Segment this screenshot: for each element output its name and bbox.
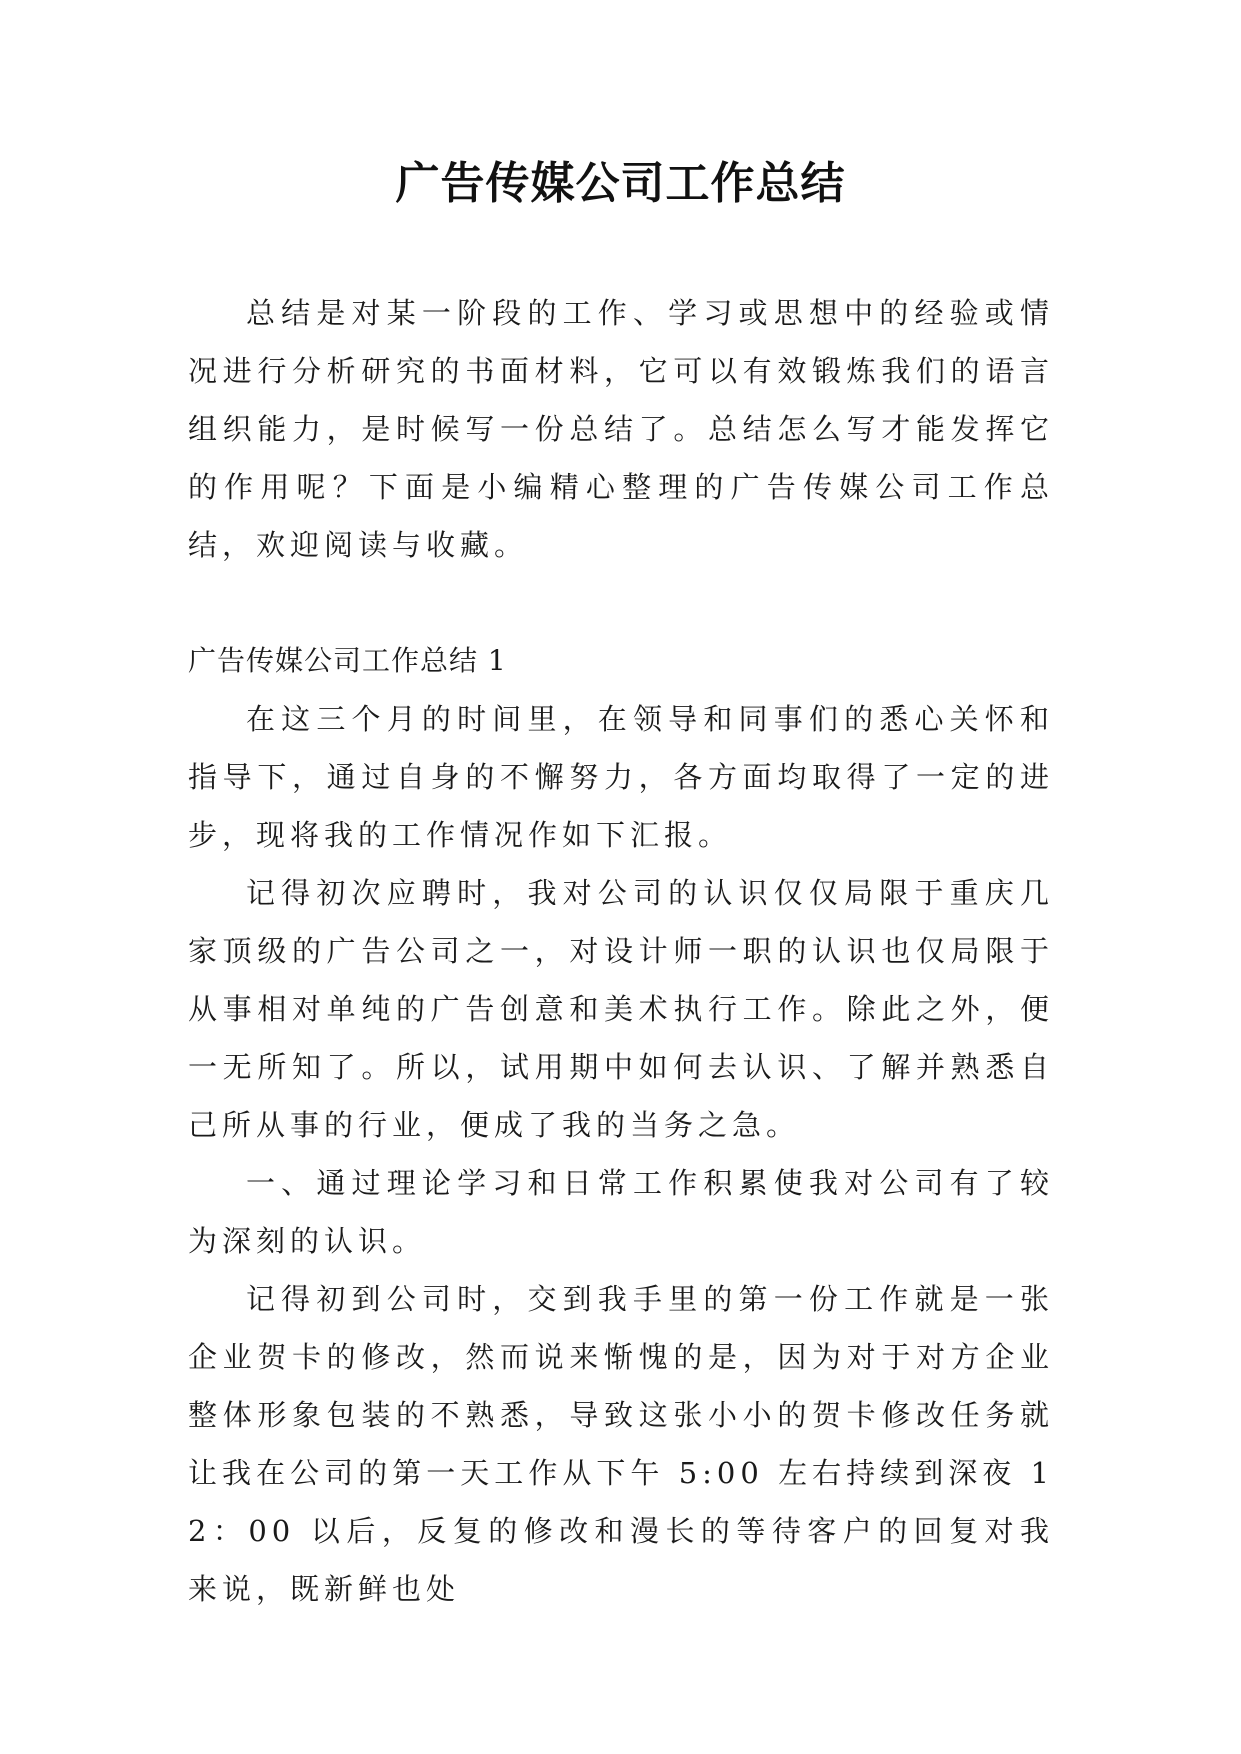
intro-paragraph: 总结是对某一阶段的工作、学习或思想中的经验或情况进行分析研究的书面材料，它可以有效锻炼我们的语言组织能力，是时候写一份总结了。总结怎么写才能发挥它的作用呢？下面是小编精心整理的广告传媒公司工作总结，欢迎阅读与收藏。 [188, 296, 1054, 562]
body-paragraph: 一、通过理论学习和日常工作积累使我对公司有了较为深刻的认识。 [188, 1166, 1054, 1258]
document-title: 广告传媒公司工作总结 [395, 158, 846, 209]
intro-section [188, 284, 1054, 574]
summary-section-1 [188, 632, 1054, 1618]
body-paragraph: 记得初次应聘时，我对公司的认识仅仅局限于重庆几家顶级的广告公司之一，对设计师一职的认识也仅局限于从事相对单纯的广告创意和美术执行工作。除此之外，便一无所知了。所以，试用期中如何去认识、了解并熟悉自己所从事的行业，便成了我的当务之急。 [188, 876, 1054, 1142]
section-heading: 广告传媒公司工作总结 1 [188, 644, 507, 677]
body-paragraph: 记得初到公司时，交到我手里的第一份工作就是一张企业贺卡的修改，然而说来惭愧的是，因为对于对方企业整体形象包装的不熟悉，导致这张小小的贺卡修改任务就让我在公司的第一天工作从下午 5:00 左右持续到深夜 12：00 以后，反复的修改和漫长的等待客户的回复对我来说，既新鲜也处 [188, 1282, 1054, 1606]
body-paragraph: 在这三个月的时间里，在领导和同事们的悉心关怀和指导下，通过自身的不懈努力，各方面均取得了一定的进步，现将我的工作情况作如下汇报。 [188, 702, 1054, 852]
